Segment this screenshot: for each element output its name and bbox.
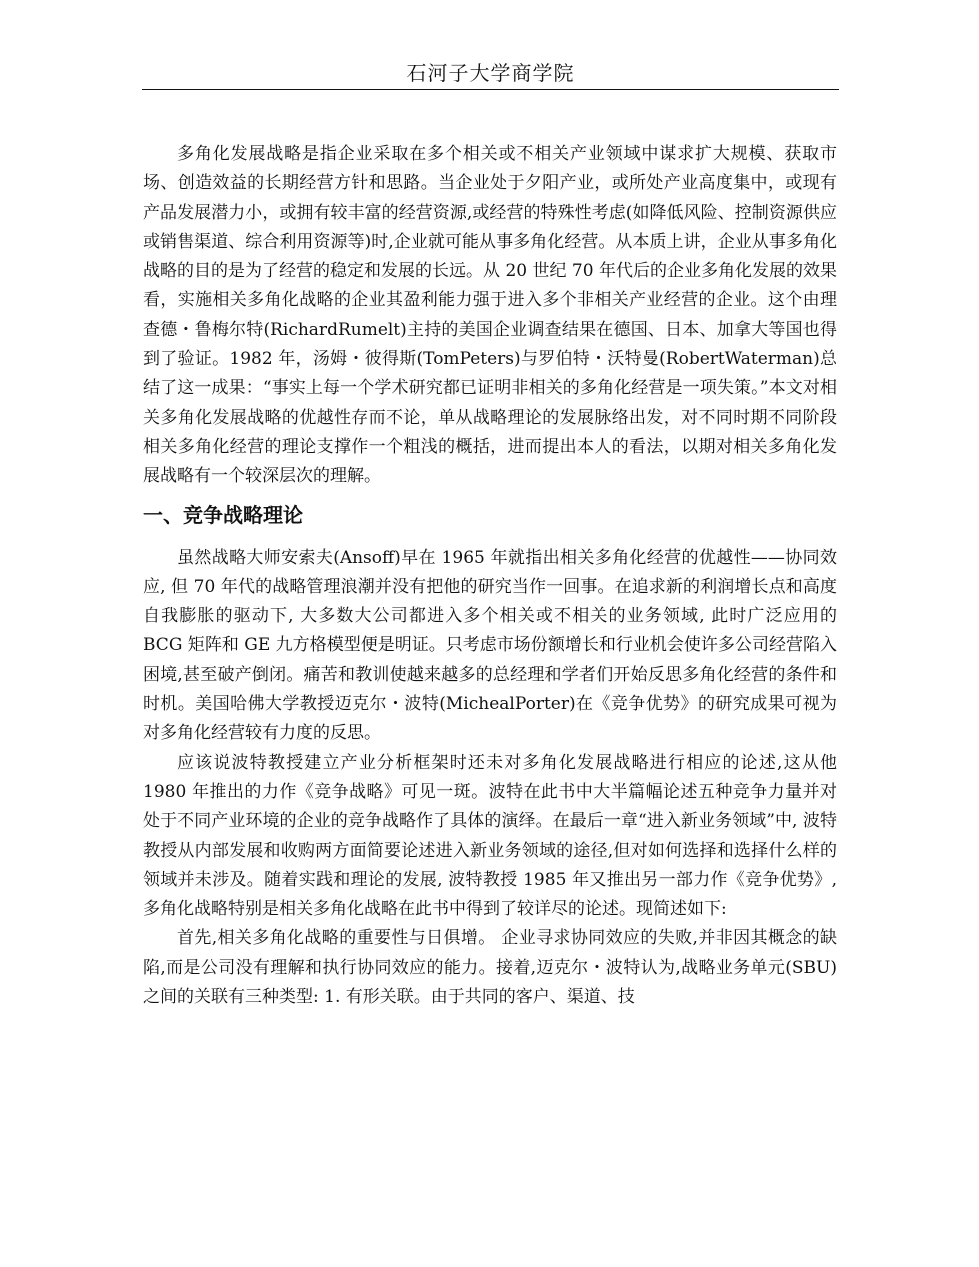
section-paragraph-3: 首先,相关多角化战略的重要性与日俱增。 企业寻求协同效应的失败,并非因其概念的缺陷,而是公司没有理解和执行协同效应的能力。接着,迈克尔・波特认为,战略业务单元(SBU)之间的关联有三种类型: 1. 有形关联。由于共同的客户、渠道、技 xyxy=(143,928,837,1008)
section-heading: 一、竞争战略理论 xyxy=(143,502,303,527)
document-body xyxy=(143,140,837,1012)
section-paragraph-1: 虽然战略大师安索夫(Ansoff)早在 1965 年就指出相关多角化经营的优越性——协同效应, 但 70 年代的战略管理浪潮并没有把他的研究当作一回事。在追求新的利润增长点和高度自我膨胀的驱动下, 大多数大公司都进入多个相关或不相关的业务领域, 此时广泛应用的 BCG 矩阵和 GE 九方格模型便是明证。只考虑市场份额增长和行业机会使许多公司经营陷入困境,甚至破产倒闭。痛苦和教训使越来越多的总经理和学者们开始反思多角化经营的条件和时机。美国哈佛大学教授迈克尔・波特(MichealPorter)在《竞争优势》的研究成果可视为对多角化经营较有力度的反思。 xyxy=(143,547,837,744)
section-paragraph-2: 应该说波特教授建立产业分析框架时还未对多角化发展战略进行相应的论述,这从他 1980 年推出的力作《竞争战略》可见一斑。波特在此书中大半篇幅论述五种竞争力量并对处于不同产业环境的企业的竞争战略作了具体的演绎。在最后一章“进入新业务领域”中, 波特教授从内部发展和收购两方面简要论述进入新业务领域的途径,但对如何选择和选择什么样的领域并未涉及。随着实践和理论的发展, 波特教授 1985 年又推出另一部力作《竞争优势》, 多角化战略特别是相关多角化战略在此书中得到了较详尽的论述。现简述如下: xyxy=(143,752,837,920)
page-header xyxy=(142,58,839,90)
header-title: 石河子大学商学院 xyxy=(406,61,575,85)
header-divider xyxy=(142,89,839,90)
intro-paragraph: 多角化发展战略是指企业采取在多个相关或不相关产业领域中谋求扩大规模、获取市场、创造效益的长期经营方针和思路。当企业处于夕阳产业，或所处产业高度集中，或现有产品发展潜力小，或拥有较丰富的经营资源,或经营的特殊性考虑(如降低风险、控制资源供应或销售渠道、综合利用资源等)时,企业就可能从事多角化经营。从本质上讲，企业从事多角化战略的目的是为了经营的稳定和发展的长远。从 20 世纪 70 年代后的企业多角化发展的效果看，实施相关多角化战略的企业其盈利能力强于进入多个非相关产业经营的企业。这个由理查德・鲁梅尔特(RichardRumelt)主持的美国企业调查结果在德国、日本、加拿大等国也得到了验证。1982 年，汤姆・彼得斯(TomPeters)与罗伯特・沃特曼(RobertWaterman)总结了这一成果：“事实上每一个学术研究都已证明非相关的多角化经营是一项失策。”本文对相关多角化发展战略的优越性存而不论，单从战略理论的发展脉络出发，对不同时期不同阶段相关多角化经营的理论支撑作一个粗浅的概括，进而提出本人的看法，以期对相关多角化发展战略有一个较深层次的理解。 xyxy=(143,144,837,487)
